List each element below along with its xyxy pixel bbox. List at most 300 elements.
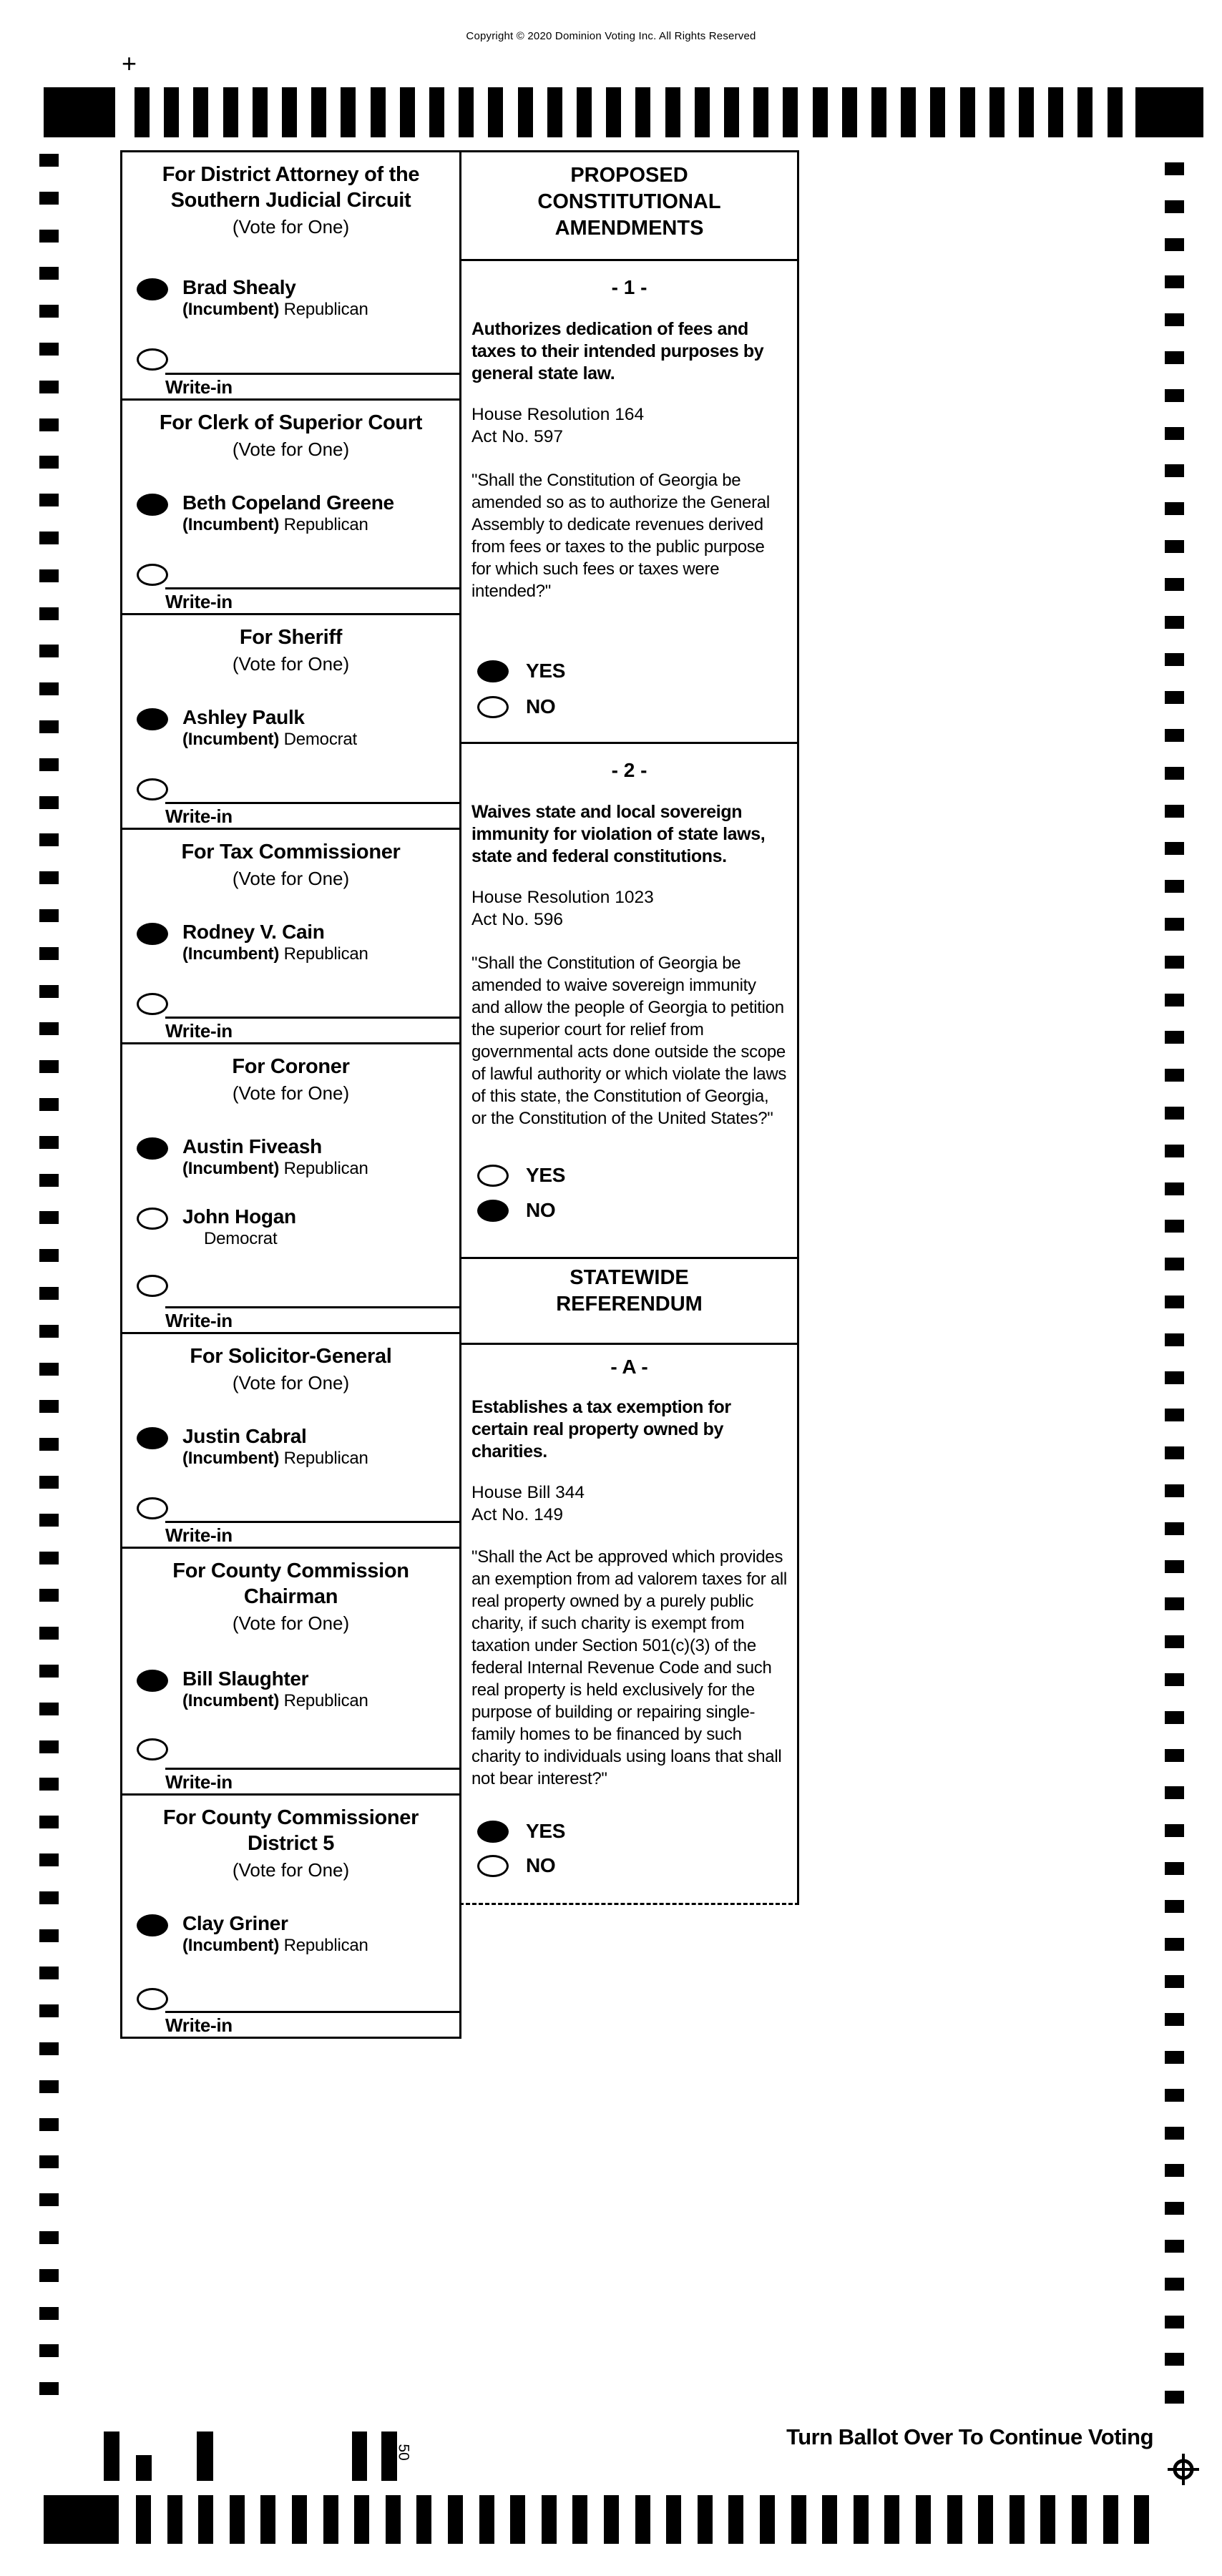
timing-mark: [1165, 578, 1184, 591]
candidate-option: [122, 705, 459, 750]
measure-box-referendum-a: [459, 1343, 799, 1905]
timing-mark: [311, 87, 326, 137]
candidate-info: [182, 1135, 368, 1179]
measures-column: [459, 150, 799, 1905]
write-in-oval-icon[interactable]: [137, 1497, 168, 1519]
timing-mark: [1165, 1900, 1184, 1913]
candidate-name: Clay Griner: [182, 1912, 288, 1934]
fill-oval-icon[interactable]: [137, 1137, 168, 1160]
timing-mark: [39, 2307, 59, 2320]
timing-mark: [1165, 1862, 1184, 1875]
fill-oval-icon[interactable]: [137, 1208, 168, 1230]
candidate-option: [122, 1911, 459, 1956]
candidate-name: Rodney V. Cain: [182, 921, 325, 943]
timing-mark: [822, 2495, 837, 2544]
timing-mark: [783, 87, 798, 137]
copyright-notice: Copyright © 2020 Dominion Voting Inc. All Rights Reserved: [466, 30, 756, 42]
timing-mark: [39, 985, 59, 998]
timing-mark: [1165, 1560, 1184, 1573]
timing-mark: [1165, 1145, 1184, 1157]
timing-mark: [947, 2495, 962, 2544]
timing-mark: [1134, 2495, 1149, 2544]
timing-mark: [871, 87, 886, 137]
authority-line: Act No. 597: [471, 427, 564, 446]
contest-box-solicitor-general: [120, 1332, 461, 1549]
timing-mark: [39, 645, 59, 657]
timing-mark: [1165, 1673, 1184, 1686]
measure-number: - A -: [610, 1356, 648, 1378]
timing-mark: [1165, 313, 1184, 326]
fill-oval-icon[interactable]: [477, 1165, 509, 1187]
write-in-oval-icon[interactable]: [137, 778, 168, 800]
contest-title: For Coroner: [232, 1055, 350, 1078]
timing-mark: [479, 2495, 494, 2544]
timing-mark: [341, 87, 356, 137]
timing-mark: [1165, 275, 1184, 288]
candidate-option: [122, 1424, 459, 1469]
candidate-name: Brad Shealy: [182, 276, 296, 298]
timing-mark: [386, 2495, 401, 2544]
timing-mark: [1165, 842, 1184, 855]
no-option: [477, 1854, 787, 1877]
timing-mark: [1165, 1522, 1184, 1535]
timing-mark: [1165, 2202, 1184, 2215]
measure-summary: Establishes a tax exemption for certain real property owned by charities.: [471, 1397, 731, 1461]
timing-mark: [39, 947, 59, 960]
timing-mark: [842, 87, 857, 137]
incumbent-label: (Incumbent): [182, 515, 280, 534]
party-label: Democrat: [283, 730, 358, 749]
fill-oval-icon[interactable]: [477, 1821, 509, 1843]
timing-mark: [39, 1438, 59, 1451]
timing-mark: [198, 2495, 213, 2544]
timing-mark: [193, 87, 208, 137]
timing-mark: [695, 87, 710, 137]
timing-mark: [572, 2495, 587, 2544]
timing-mark: [371, 87, 386, 137]
candidate-party: [182, 514, 394, 535]
fill-oval-icon[interactable]: [137, 278, 168, 300]
timing-mark: [459, 87, 474, 137]
timing-mark: [1165, 1220, 1184, 1233]
timing-mark: [635, 87, 650, 137]
timing-mark: [282, 87, 297, 137]
barcode-bar: [136, 2455, 152, 2481]
timing-mark: [448, 2495, 463, 2544]
timing-mark: [39, 1136, 59, 1149]
yes-label: YES: [526, 1820, 566, 1842]
candidate-party: [182, 1690, 368, 1711]
timing-mark: [1103, 2495, 1118, 2544]
contest-title: For Solicitor-General: [190, 1345, 392, 1368]
timing-mark: [1165, 1635, 1184, 1648]
timing-mark: [39, 1552, 59, 1564]
timing-mark: [39, 1967, 59, 1979]
timing-mark: [1165, 1938, 1184, 1951]
timing-mark: [1165, 1975, 1184, 1988]
timing-mark: [39, 2155, 59, 2168]
write-in-label: Write-in: [165, 1524, 233, 1546]
candidate-party: [182, 1448, 368, 1469]
write-in-line[interactable]: [165, 802, 459, 827]
candidate-info: [182, 1911, 368, 1956]
timing-mark: [39, 1665, 59, 1678]
timing-mark: [1165, 427, 1184, 440]
contest-title: For Sheriff: [239, 626, 343, 649]
measure-box-amendment-2: [459, 742, 799, 1259]
timing-mark: [1165, 1409, 1184, 1421]
candidate-party: [182, 729, 357, 750]
timing-mark: [39, 607, 59, 620]
measure-summary: Authorizes dedication of fees and taxes to their intended purposes by general state law.: [471, 319, 764, 383]
timing-mark: [39, 1363, 59, 1376]
vote-for-instruction: (Vote for One): [232, 868, 350, 889]
timing-mark: [39, 267, 59, 280]
timing-mark: [39, 720, 59, 733]
measure-authority: [471, 1482, 787, 1526]
timing-mark: [39, 758, 59, 771]
write-in-label: Write-in: [165, 591, 233, 612]
write-in-line[interactable]: [165, 1306, 459, 1331]
timing-mark-block: [44, 2495, 119, 2544]
incumbent-label: (Incumbent): [182, 1691, 280, 1710]
write-in-label: Write-in: [165, 805, 233, 827]
timing-mark: [1165, 2051, 1184, 2064]
timing-mark: [39, 1703, 59, 1715]
amendments-header-text: PROPOSED CONSTITUTIONAL AMENDMENTS: [537, 164, 721, 240]
timing-mark: [1040, 2495, 1055, 2544]
measure-question: "Shall the Act be approved which provides an exemption from ad valorem taxes for all real property owned by a purely public charity, if such charity is exempt from taxation under Section 501(c)(3) of the federal Internal Revenue Code and such real property is held exclusively for the purpose of building or repairing single-family homes to be financed by such charity to individuals using loans that shall not bear interest?": [471, 1547, 787, 1788]
timing-mark: [1165, 1031, 1184, 1044]
timing-mark: [429, 87, 444, 137]
incumbent-label: (Incumbent): [182, 1159, 280, 1178]
timing-mark: [39, 1778, 59, 1791]
contest-box-coroner: [120, 1042, 461, 1334]
no-label: NO: [526, 695, 556, 718]
timing-mark: [1165, 2278, 1184, 2291]
authority-line: House Resolution 1023: [471, 888, 654, 907]
timing-mark: [39, 1211, 59, 1224]
timing-mark: [1165, 1296, 1184, 1308]
write-in-label: Write-in: [165, 376, 233, 398]
contest-box-sheriff: [120, 613, 461, 830]
party-label: Republican: [283, 1691, 368, 1710]
timing-mark: [916, 2495, 931, 2544]
incumbent-label: (Incumbent): [182, 1936, 280, 1955]
measure-box-amendment-1: [459, 259, 799, 744]
timing-mark: [813, 87, 828, 137]
candidate-name: Bill Slaughter: [182, 1667, 309, 1690]
timing-mark: [1165, 2391, 1184, 2404]
write-in-line[interactable]: [165, 1017, 459, 1042]
timing-mark: [1165, 2164, 1184, 2177]
candidate-party: [182, 299, 368, 320]
contest-column: [120, 150, 461, 2039]
candidate-info: [182, 491, 394, 535]
timing-mark: [253, 87, 268, 137]
timing-mark: [854, 2495, 869, 2544]
timing-mark: [39, 2004, 59, 2017]
timing-mark: [39, 456, 59, 469]
contest-box-commissioner-district-5: [120, 1793, 461, 2039]
timing-mark: [1072, 2495, 1087, 2544]
candidate-info: [182, 1205, 296, 1249]
write-in-line[interactable]: [165, 587, 459, 612]
timing-mark: [39, 192, 59, 205]
timing-mark: [1165, 1597, 1184, 1610]
timing-mark: [39, 1929, 59, 1942]
candidate-party: [182, 944, 368, 964]
barcode-bar: [197, 2431, 213, 2481]
write-in-oval-icon[interactable]: [137, 993, 168, 1015]
candidate-info: [182, 1667, 368, 1711]
timing-mark: [400, 87, 415, 137]
fill-oval-icon[interactable]: [477, 660, 509, 682]
candidate-name: Austin Fiveash: [182, 1135, 322, 1157]
fill-oval-icon[interactable]: [137, 923, 168, 945]
candidate-option: [122, 1667, 459, 1711]
timing-mark: [39, 381, 59, 393]
candidate-info: [182, 1424, 368, 1469]
timing-mark: [728, 2495, 743, 2544]
timing-mark: [292, 2495, 307, 2544]
timing-mark: [39, 1853, 59, 1866]
timing-mark: [230, 2495, 245, 2544]
incumbent-label: (Incumbent): [182, 730, 280, 749]
party-label: Republican: [283, 300, 368, 319]
timing-mark: [260, 2495, 275, 2544]
vote-for-instruction: (Vote for One): [232, 1859, 350, 1881]
timing-mark: [666, 2495, 681, 2544]
timing-mark-block: [44, 87, 115, 137]
timing-mark: [1165, 162, 1184, 175]
timing-mark: [1165, 880, 1184, 893]
write-in-line[interactable]: [165, 1768, 459, 1793]
timing-mark: [164, 87, 179, 137]
write-in-line[interactable]: [165, 373, 459, 398]
timing-mark: [39, 1174, 59, 1187]
incumbent-label: (Incumbent): [182, 944, 280, 964]
timing-mark: [1108, 87, 1123, 137]
timing-mark: [1165, 2316, 1184, 2328]
contest-box-district-attorney: [120, 150, 461, 401]
timing-mark: [1165, 389, 1184, 402]
timing-mark: [39, 305, 59, 318]
timing-mark: [1048, 87, 1063, 137]
yes-label: YES: [526, 660, 566, 682]
timing-mark: [1165, 956, 1184, 969]
measure-question: "Shall the Constitution of Georgia be amended to waive sovereign immunity and allow the people of Georgia to petition the superior court for relief from governmental acts done outside the scope of lawful authority or which violate the laws of this state, the Constitution of Georgia, or the Constitution of the United States?": [471, 954, 787, 1128]
timing-mark: [39, 871, 59, 884]
timing-mark-block: [1135, 87, 1203, 137]
timing-mark: [1165, 1446, 1184, 1459]
fill-oval-icon[interactable]: [137, 1427, 168, 1449]
contest-title: For County Commission Chairman: [172, 1559, 409, 1608]
fill-oval-icon[interactable]: [137, 494, 168, 516]
timing-mark: [1165, 653, 1184, 666]
write-in-label: Write-in: [165, 2014, 233, 2036]
candidate-option: [122, 491, 459, 535]
write-in-oval-icon[interactable]: [137, 1738, 168, 1760]
contest-box-commission-chairman: [120, 1547, 461, 1796]
fill-oval-icon[interactable]: [137, 1914, 168, 1936]
timing-mark: [39, 682, 59, 695]
timing-mark: [1165, 1107, 1184, 1120]
party-label: Republican: [283, 1159, 368, 1178]
measure-authority: [471, 886, 787, 931]
timing-mark: [1165, 351, 1184, 364]
write-in-line[interactable]: [165, 2011, 459, 2036]
timing-mark: [39, 2080, 59, 2093]
yes-option: [477, 660, 787, 682]
incumbent-label: (Incumbent): [182, 1449, 280, 1468]
party-label: Republican: [283, 515, 368, 534]
timing-mark: [1165, 767, 1184, 780]
timing-mark: [39, 1514, 59, 1527]
fill-oval-icon[interactable]: [137, 708, 168, 730]
no-label: NO: [526, 1199, 556, 1221]
timing-mark: [39, 2269, 59, 2282]
timing-mark: [698, 2495, 713, 2544]
timing-mark: [901, 87, 916, 137]
sheet-number: 50: [395, 2444, 412, 2461]
measure-summary: Waives state and local sovereign immunity for violation of state laws, state and federal constitutions.: [471, 802, 766, 866]
fill-oval-icon[interactable]: [137, 1670, 168, 1692]
write-in-oval-icon[interactable]: [137, 348, 168, 371]
write-in-label: Write-in: [165, 1310, 233, 1331]
candidate-option: [122, 275, 459, 320]
timing-mark: [1165, 1484, 1184, 1497]
fill-oval-icon[interactable]: [477, 1200, 509, 1222]
timing-mark: [39, 2118, 59, 2131]
timing-mark: [665, 87, 680, 137]
registration-target-icon: [1166, 2452, 1201, 2487]
timing-mark: [39, 532, 59, 544]
timing-mark: [39, 154, 59, 167]
no-label: NO: [526, 1854, 556, 1876]
timing-mark: [39, 1476, 59, 1489]
write-in-label: Write-in: [165, 1020, 233, 1042]
fill-oval-icon[interactable]: [477, 696, 509, 718]
timing-mark: [1165, 691, 1184, 704]
timing-mark: [167, 2495, 182, 2544]
write-in-line[interactable]: [165, 1521, 459, 1546]
timing-mark: [989, 87, 1005, 137]
timing-mark: [1165, 1258, 1184, 1270]
timing-mark: [510, 2495, 525, 2544]
yes-label: YES: [526, 1164, 566, 1186]
amendments-header: [459, 150, 799, 261]
timing-mark: [577, 87, 592, 137]
no-option: [477, 1199, 787, 1222]
candidate-info: [182, 705, 357, 750]
timing-mark: [604, 2495, 619, 2544]
timing-mark: [39, 1589, 59, 1602]
plus-registration-icon: +: [122, 49, 137, 78]
write-in-oval-icon[interactable]: [137, 564, 168, 586]
candidate-name: Ashley Paulk: [182, 706, 305, 728]
timing-mark: [323, 2495, 338, 2544]
timing-mark: [960, 87, 975, 137]
timing-mark: [1165, 918, 1184, 931]
candidate-option: [122, 1135, 459, 1179]
timing-mark: [1165, 616, 1184, 629]
timing-mark: [39, 569, 59, 582]
timing-mark: [39, 1627, 59, 1640]
timing-mark: [1165, 464, 1184, 477]
timing-mark: [354, 2495, 369, 2544]
timing-mark: [39, 2382, 59, 2395]
timing-mark: [39, 418, 59, 431]
timing-mark: [39, 1325, 59, 1338]
candidate-party: [182, 1158, 368, 1179]
timing-mark: [1165, 994, 1184, 1007]
timing-mark: [1165, 2353, 1184, 2366]
timing-mark: [223, 87, 238, 137]
write-in-label: Write-in: [165, 1771, 233, 1793]
timing-mark: [978, 2495, 993, 2544]
timing-mark: [39, 1022, 59, 1035]
timing-mark: [791, 2495, 806, 2544]
party-label: Republican: [283, 1936, 368, 1955]
timing-mark: [39, 1287, 59, 1300]
contest-title: For County Commissioner District 5: [162, 1806, 419, 1855]
contest-title: For District Attorney of the Southern Judicial Circuit: [162, 163, 420, 212]
contest-title: For Tax Commissioner: [181, 841, 401, 863]
yes-option: [477, 1820, 787, 1843]
timing-mark: [39, 833, 59, 846]
timing-mark: [39, 1891, 59, 1904]
measure-number: - 1 -: [611, 276, 647, 298]
party-label: Republican: [283, 944, 368, 964]
timing-mark: [1165, 2089, 1184, 2102]
write-in-oval-icon[interactable]: [137, 1988, 168, 2010]
fill-oval-icon[interactable]: [477, 1855, 509, 1877]
barcode-bar: [104, 2431, 119, 2481]
timing-mark: [1165, 805, 1184, 818]
write-in-oval-icon[interactable]: [137, 1275, 168, 1297]
timing-mark: [1019, 87, 1034, 137]
vote-for-instruction: (Vote for One): [232, 1082, 350, 1104]
contest-title: For Clerk of Superior Court: [159, 411, 423, 434]
timing-mark: [39, 909, 59, 922]
candidate-info: [182, 920, 368, 964]
timing-mark: [39, 2231, 59, 2244]
timing-mark: [39, 1816, 59, 1828]
timing-mark: [1165, 1333, 1184, 1346]
timing-mark: [39, 494, 59, 506]
timing-mark: [39, 1740, 59, 1753]
vote-for-instruction: (Vote for One): [232, 1612, 350, 1634]
timing-mark: [1165, 502, 1184, 515]
timing-mark: [1165, 729, 1184, 742]
contest-box-tax-commissioner: [120, 828, 461, 1044]
timing-mark: [753, 87, 768, 137]
party-label: Republican: [283, 1449, 368, 1468]
timing-mark: [135, 87, 150, 137]
measure-authority: [471, 403, 787, 448]
timing-mark: [39, 2344, 59, 2357]
timing-mark: [39, 343, 59, 356]
candidate-name: Justin Cabral: [182, 1425, 307, 1447]
vote-for-instruction: (Vote for One): [232, 439, 350, 460]
timing-mark: [39, 1060, 59, 1073]
timing-mark: [1165, 1711, 1184, 1724]
timing-mark: [606, 87, 621, 137]
measure-question: "Shall the Constitution of Georgia be amended so as to authorize the General Assembly to dedicate revenues derived from fees or taxes to the public purpose for which such fees or taxes were intended?": [471, 471, 770, 601]
timing-mark: [1077, 87, 1093, 137]
timing-mark: [39, 230, 59, 243]
